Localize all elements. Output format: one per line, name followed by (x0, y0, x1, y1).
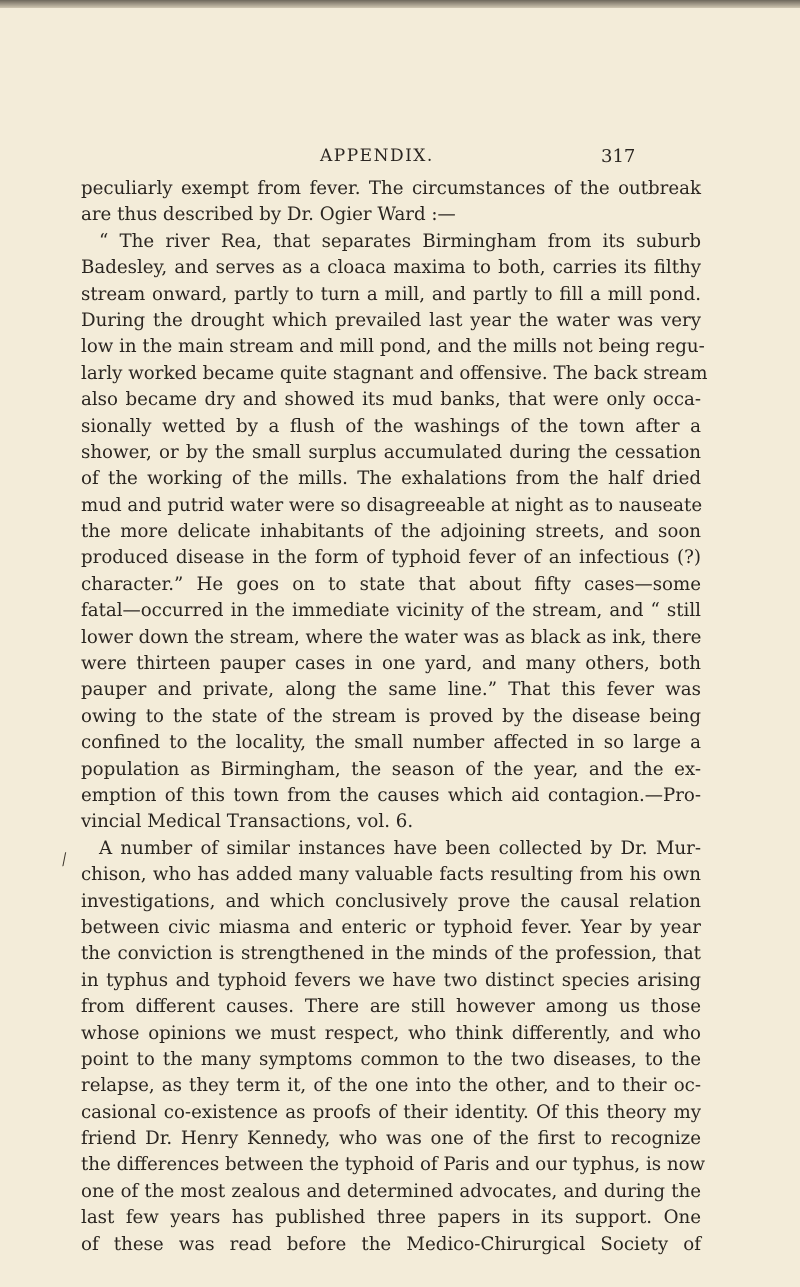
text-line: During the drought which prevailed last year the water was very (81, 309, 701, 331)
text-line: the more delicate inhabitants of the adjoining streets, and soon (81, 521, 701, 543)
body-text (81, 176, 708, 1258)
text-line: from different causes. There are still however among us those (81, 996, 701, 1018)
text-line: between civic miasma and enteric or typhoid fever. Year by year (81, 916, 701, 938)
text-line: chison, who has added many valuable facts resulting from his own (81, 864, 701, 886)
text-line: owing to the state of the stream is proved by the disease being (81, 705, 701, 727)
text-line: casional co-existence as proofs of their identity. Of this theory my (81, 1101, 701, 1123)
text-line: investigations, and which conclusively prove the causal relation (81, 890, 701, 912)
text-line: sionally wetted by a flush of the washings of the town after a (81, 415, 701, 437)
text-line: shower, or by the small surplus accumulated during the cessation (81, 441, 701, 463)
text-line: in typhus and typhoid fevers we have two distinct species arising (81, 969, 701, 991)
text-line: one of the most zealous and determined advocates, and during the (81, 1180, 701, 1202)
text-line: last few years has published three papers in its support. One (81, 1207, 701, 1229)
text-line: point to the many symptoms common to the two diseases, to the (81, 1048, 701, 1070)
page-top-edge (0, 0, 800, 8)
text-line: the differences between the typhoid of Paris and our typhus, is now (81, 1154, 706, 1176)
text-line: pauper and private, along the same line.” That this fever was (81, 679, 701, 701)
text-line: friend Dr. Henry Kennedy, who was one of the first to recognize (81, 1128, 701, 1150)
page-number: 317 (601, 146, 636, 167)
margin-mark: ⁄ (59, 850, 69, 869)
text-line: the conviction is strengthened in the minds of the profession, that (81, 943, 701, 965)
text-line: vincial Medical Transactions, vol. 6. (81, 811, 414, 833)
text-line: of these was read before the Medico-Chirurgical Society of (81, 1233, 701, 1255)
text-line: whose opinions we must respect, who think differently, and who (81, 1022, 701, 1044)
text-line: larly worked became quite stagnant and offensive. The back stream (81, 362, 708, 384)
text-line: A number of similar instances have been collected by Dr. Mur- (99, 837, 701, 859)
running-head (0, 146, 800, 172)
text-line: fatal—occurred in the immediate vicinity of the stream, and “ still (81, 600, 701, 622)
text-line: were thirteen pauper cases in one yard, and many others, both (81, 653, 701, 675)
text-line: Badesley, and serves as a cloaca maxima to both, carries its filthy (81, 257, 701, 279)
text-line: character.” He goes on to state that about fifty cases—some (81, 573, 701, 595)
text-line: lower down the stream, where the water was as black as ink, there (81, 626, 702, 648)
text-line: relapse, as they term it, of the one into the other, and to their oc- (81, 1075, 701, 1097)
text-line: mud and putrid water were so disagreeable at night as to nauseate (81, 494, 703, 516)
running-title: APPENDIX. (320, 146, 434, 166)
text-line: peculiarly exempt from fever. The circumstances of the outbreak (81, 178, 701, 199)
text-line: confined to the locality, the small number affected in so large a (81, 732, 701, 754)
text-line: population as Birmingham, the season of the year, and the ex- (81, 758, 701, 780)
text-line: produced disease in the form of typhoid fever of an infectious (?) (81, 547, 701, 569)
text-line: also became dry and showed its mud banks, that were only occa- (81, 389, 701, 411)
text-line: low in the main stream and mill pond, and the mills not being regu- (81, 336, 705, 358)
text-line: “ The river Rea, that separates Birmingham from its suburb (99, 230, 701, 252)
text-line: stream onward, partly to turn a mill, and partly to fill a mill pond. (81, 283, 701, 305)
text-line: emption of this town from the causes which aid contagion.—Pro- (81, 784, 701, 806)
text-line: of the working of the mills. The exhalations from the half dried (81, 468, 701, 490)
text-line: are thus described by Dr. Ogier Ward :— (81, 204, 456, 226)
